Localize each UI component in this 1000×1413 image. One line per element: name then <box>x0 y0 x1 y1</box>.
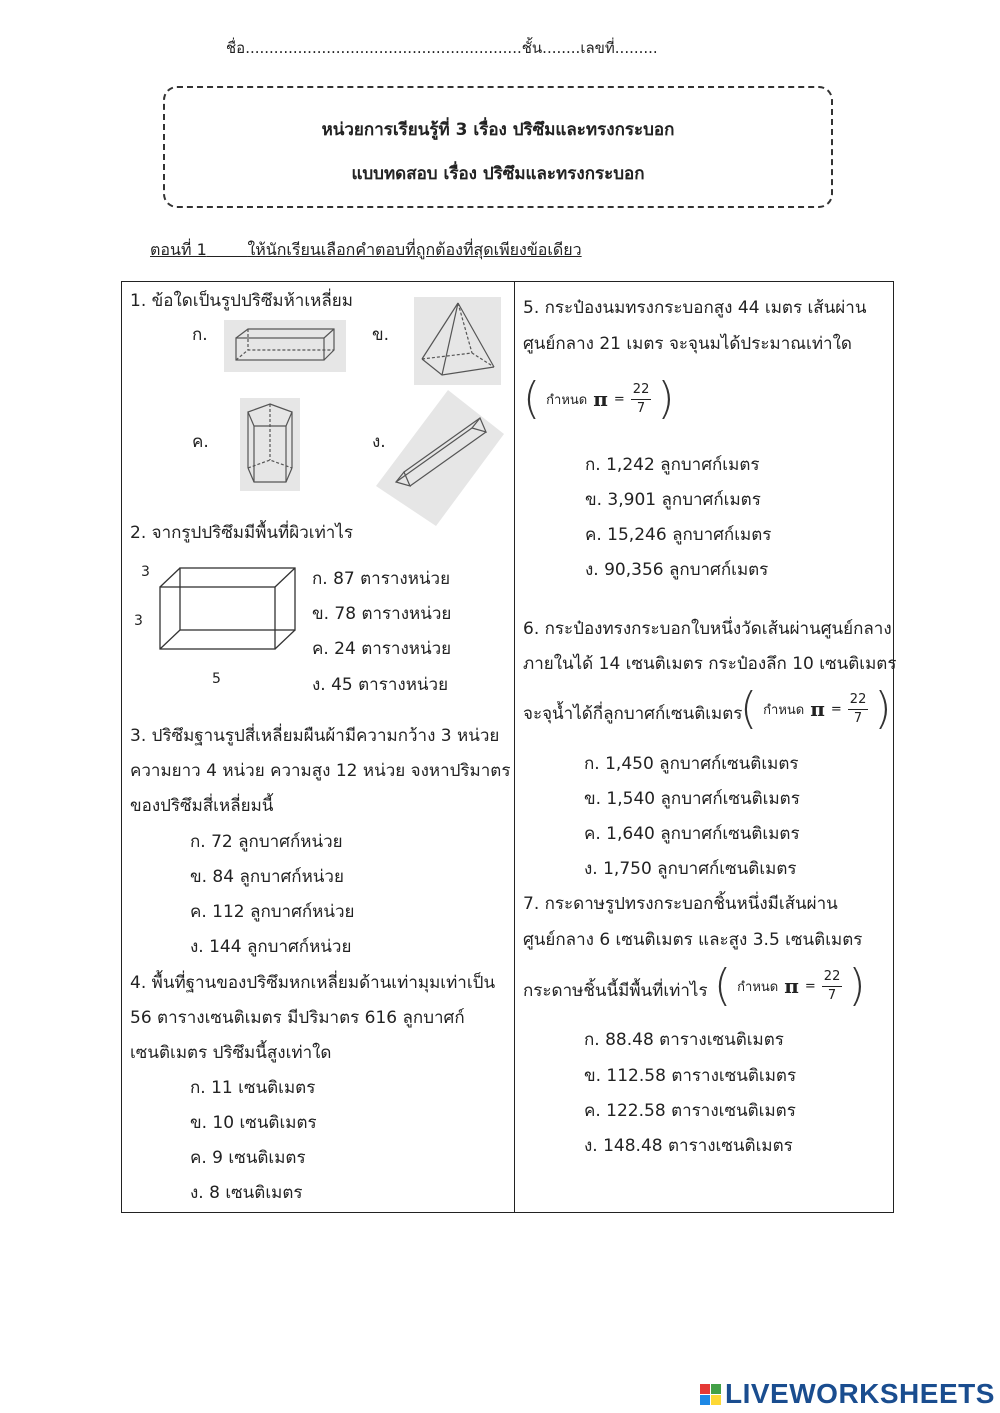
q6-choice-a[interactable]: ก. 1,450 ลูกบาศก์เซนติเมตร <box>584 754 799 774</box>
q1-option-a-image[interactable] <box>224 320 346 372</box>
fraction-denominator: 7 <box>636 400 646 416</box>
unit-title: หน่วยการเรียนรู้ที่ 3 เรื่อง ปริซึมและทรงกระบอก <box>321 120 675 140</box>
q4-choice-b[interactable]: ข. 10 เซนติเมตร <box>190 1113 317 1133</box>
q1-option-d-image[interactable] <box>376 390 504 526</box>
given-label: กำหนด <box>546 392 588 408</box>
fraction-numerator: 22 <box>631 381 652 400</box>
q1-choice-a-label[interactable]: ก. <box>192 325 208 345</box>
q1-question: 1. ข้อใดเป็นรูปปริซึมห้าเหลี่ยม <box>130 291 353 311</box>
pentagonal-prism-icon <box>240 398 300 491</box>
q5-choice-a[interactable]: ก. 1,242 ลูกบาศก์เมตร <box>585 455 760 475</box>
pi-symbol: π <box>784 974 799 998</box>
q1-option-b-image[interactable] <box>414 297 501 385</box>
q3-choice-b[interactable]: ข. 84 ลูกบาศก์หน่วย <box>190 867 344 887</box>
q4-choice-a[interactable]: ก. 11 เซนติเมตร <box>190 1078 316 1098</box>
q4-line-2: 56 ตารางเซนติเมตร มีปริมาตร 616 ลูกบาศก์ <box>130 1008 465 1028</box>
pi-fraction <box>631 381 652 418</box>
pi-symbol: π <box>593 387 608 411</box>
q3-line-3: ของปริซึมสี่เหลี่ยมนี้ <box>130 796 274 816</box>
q2-choice-b[interactable]: ข. 78 ตารางหน่วย <box>312 604 452 624</box>
q7-choice-c[interactable]: ค. 122.58 ตารางเซนติเมตร <box>584 1101 796 1121</box>
q5-choice-d[interactable]: ง. 90,356 ลูกบาศก์เมตร <box>585 560 769 580</box>
equals-sign: = <box>613 391 625 407</box>
q7-line-1: 7. กระดาษรูปทรงกระบอกชิ้นหนึ่งมีเส้นผ่าน <box>523 894 838 914</box>
q1-choice-c-label[interactable]: ค. <box>192 432 209 452</box>
q2-choice-c[interactable]: ค. 24 ตารางหน่วย <box>312 639 452 659</box>
q4-choice-c[interactable]: ค. 9 เซนติเมตร <box>190 1148 306 1168</box>
q6-line-1: 6. กระป๋องทรงกระบอกใบหนึ่งวัดเส้นผ่านศูนย์กลาง <box>523 619 892 639</box>
q4-choice-d[interactable]: ง. 8 เซนติเมตร <box>190 1183 303 1203</box>
q6-pi-given <box>740 683 892 734</box>
left-paren: ( <box>523 373 541 424</box>
q5-choice-c[interactable]: ค. 15,246 ลูกบาศก์เมตร <box>585 525 772 545</box>
fraction-numerator: 22 <box>848 691 869 710</box>
q1-option-c-image[interactable] <box>240 398 300 491</box>
q2-dim-depth: 3 <box>141 564 150 580</box>
q5-pi-given <box>523 373 675 424</box>
q3-choice-d[interactable]: ง. 144 ลูกบาศก์หน่วย <box>190 937 352 957</box>
q3-line-1: 3. ปริซึมฐานรูปสี่เหลี่ยมผืนผ้ามีความกว้าง 3 หน่วย <box>130 726 500 746</box>
q4-line-3: เซนติเมตร ปริซึมนี้สูงเท่าใด <box>130 1043 332 1063</box>
equals-sign: = <box>830 701 842 717</box>
equals-sign: = <box>804 978 816 994</box>
q7-choice-a[interactable]: ก. 88.48 ตารางเซนติเมตร <box>584 1030 784 1050</box>
logo-square-green <box>711 1384 721 1394</box>
q1-choice-d-label[interactable]: ง. <box>372 432 386 452</box>
rectangular-prism-icon <box>224 320 346 372</box>
pi-fraction <box>822 968 843 1005</box>
liveworksheets-logo[interactable] <box>700 1378 995 1410</box>
q5-line-1: 5. กระป๋องนมทรงกระบอกสูง 44 เมตร เส้นผ่าน <box>523 298 867 318</box>
q6-choice-b[interactable]: ข. 1,540 ลูกบาศก์เซนติเมตร <box>584 789 800 809</box>
part-label: ตอนที่ 1 <box>150 240 207 259</box>
q6-choice-d[interactable]: ง. 1,750 ลูกบาศก์เซนติเมตร <box>584 859 797 879</box>
left-paren: ( <box>740 683 758 734</box>
right-paren: ) <box>657 373 675 424</box>
q5-choice-b[interactable]: ข. 3,901 ลูกบาศก์เมตร <box>585 490 761 510</box>
logo-mark-icon <box>700 1384 721 1405</box>
q7-choice-b[interactable]: ข. 112.58 ตารางเซนติเมตร <box>584 1066 797 1086</box>
logo-square-yellow <box>711 1395 721 1405</box>
column-divider <box>514 281 515 1213</box>
q3-choice-a[interactable]: ก. 72 ลูกบาศก์หน่วย <box>190 832 343 852</box>
q1-choice-b-label[interactable]: ข. <box>372 325 390 345</box>
logo-square-red <box>700 1384 710 1394</box>
triangular-prism-icon <box>376 390 504 526</box>
fraction-denominator: 7 <box>853 710 863 726</box>
pi-fraction <box>848 691 869 728</box>
left-paren: ( <box>714 960 732 1011</box>
logo-square-blue <box>700 1395 710 1405</box>
q2-choice-d[interactable]: ง. 45 ตารางหน่วย <box>312 675 449 695</box>
q2-choice-a[interactable]: ก. 87 ตารางหน่วย <box>312 569 451 589</box>
q7-line-3: กระดาษชิ้นนี้มีพื้นที่เท่าไร <box>523 981 708 1001</box>
q6-line-2: ภายในได้ 14 เซนติเมตร กระป๋องลึก 10 เซนติเมตร <box>523 654 897 674</box>
q2-question: 2. จากรูปปริซึมมีพื้นที่ผิวเท่าไร <box>130 523 354 543</box>
q2-dim-height: 3 <box>134 613 143 629</box>
instruction-text: ให้นักเรียนเลือกคำตอบที่ถูกต้องที่สุดเพียงข้อเดียว <box>247 240 582 259</box>
q6-line-3: จะจุน้ำได้กี่ลูกบาศก์เซนติเมตร <box>523 704 743 724</box>
given-label: กำหนด <box>737 979 779 995</box>
given-label: กำหนด <box>763 702 805 718</box>
title-box <box>163 86 833 208</box>
right-paren: ) <box>874 683 892 734</box>
right-paren: ) <box>848 960 866 1011</box>
q7-choice-d[interactable]: ง. 148.48 ตารางเซนติเมตร <box>584 1136 793 1156</box>
q7-pi-given <box>714 960 866 1011</box>
q4-line-1: 4. พื้นที่ฐานของปริซึมหกเหลี่ยมด้านเท่ามุมเท่าเป็น <box>130 973 496 993</box>
student-info-line: ชื่อ..........................................................ชั้น........เลขที่......... <box>226 39 658 57</box>
pyramid-icon <box>414 297 501 385</box>
q6-choice-c[interactable]: ค. 1,640 ลูกบาศก์เซนติเมตร <box>584 824 800 844</box>
fraction-numerator: 22 <box>822 968 843 987</box>
q2-dim-length: 5 <box>212 671 221 687</box>
q7-line-2: ศูนย์กลาง 6 เซนติเมตร และสูง 3.5 เซนติเมตร <box>523 930 863 950</box>
q5-line-2: ศูนย์กลาง 21 เมตร จะจุนมได้ประมาณเท่าใด <box>523 334 852 354</box>
test-title: แบบทดสอบ เรื่อง ปริซึมและทรงกระบอก <box>351 164 645 184</box>
q3-line-2: ความยาว 4 หน่วย ความสูง 12 หน่วย จงหาปริมาตร <box>130 761 511 781</box>
part-instruction <box>150 238 582 263</box>
logo-text: LIVEWORKSHEETS <box>725 1378 995 1409</box>
q2-prism-figure <box>155 563 300 653</box>
fraction-denominator: 7 <box>827 987 837 1003</box>
q3-choice-c[interactable]: ค. 112 ลูกบาศก์หน่วย <box>190 902 355 922</box>
pi-symbol: π <box>810 697 825 721</box>
